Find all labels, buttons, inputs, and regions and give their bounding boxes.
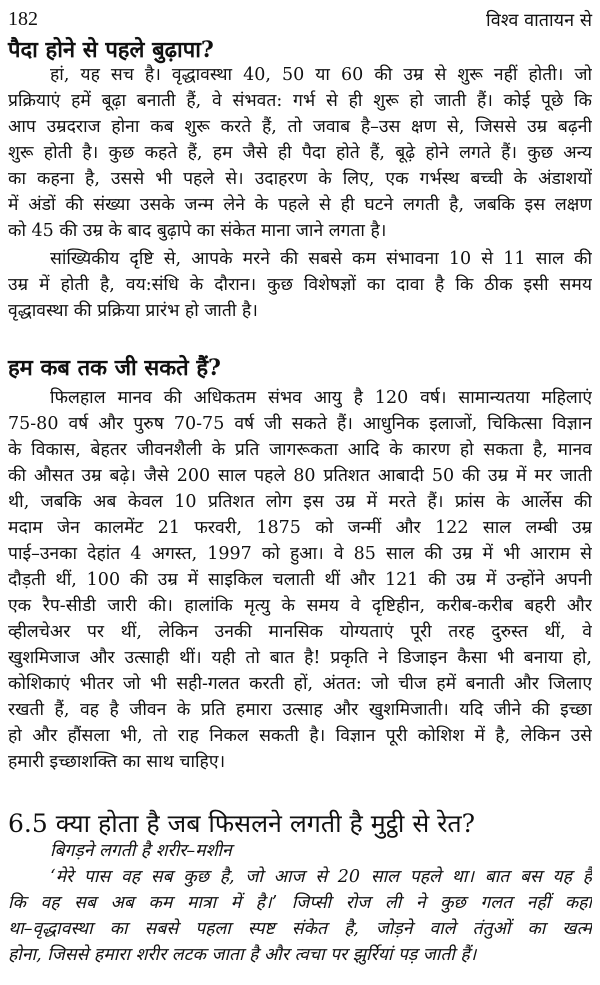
- paragraph: [8, 246, 592, 324]
- text-line: में अंडों की संख्या उसके जन्म लेने के पहले से ही घटने लगती है, जबकि इस लक्षण: [8, 195, 592, 215]
- sub-heading: [8, 838, 592, 864]
- text-line: कोशिकाएं भीतर जो भी सही-गलत करती हों, अंतत: जो चीज हमें बनाती और जिलाए: [8, 674, 592, 694]
- text-line: एक रैप-सीडी जारी की। हालांकि मृत्यु के समय वे दृष्टिहीन, करीब-करीब बहरी और: [8, 596, 592, 616]
- paragraph: [8, 62, 592, 244]
- chapter-section-heading: 6.5 क्या होता है जब फिसलने लगती है मुट्ठी से रेत?: [8, 809, 476, 838]
- text-line: थी, जबकि अब केवल 10 प्रतिशत लोग इस उम्र में मरते हैं। फ्रांस के आर्लेस की: [8, 492, 592, 512]
- text-line: दौड़ती थीं, 100 की उम्र में साइकिल चलाती थीं और 121 की उम्र में उन्होंने अपनी: [8, 570, 592, 590]
- text-line: वृद्धावस्था की प्रक्रिया प्रारंभ हो जाती है।: [8, 301, 258, 321]
- text-line: हो और हौंसला भी, तो राह निकल सकती है। विज्ञान पूरी कोशिश में है, लेकिन उसे: [8, 726, 592, 746]
- text-line: कि वह सब अब कम मात्रा में है।’ जिप्सी रोज ली ने कुछ गलत नहीं कहा: [8, 893, 592, 913]
- text-line: फिलहाल मानव की अधिकतम संभव आयु है 120 वर्ष। सामान्यतया महिलाएं: [50, 388, 592, 408]
- text-line: हां, यह सच है। वृद्धावस्था 40, 50 या 60 की उम्र से शुरू नहीं होती। जो: [50, 65, 592, 85]
- section-heading: हम कब तक जी सकते हैं?: [8, 355, 221, 381]
- running-head: विश्व वातायन से: [486, 10, 592, 31]
- page-header: [0, 8, 600, 34]
- page-number: 182: [8, 8, 38, 30]
- sub-heading-text: बिगड़ने लगती है शरीर–मशीन: [50, 841, 232, 861]
- text-line: आप उम्रदराज होना कब शुरू करते हैं, तो जवाब है–उस क्षण से, जिससे उम्र बढ़नी: [8, 117, 592, 137]
- text-line: व्हीलचेअर पर थीं, लेकिन उनकी मानसिक योग्यताएं पूरी तरह दुरुस्त थीं, वे: [8, 622, 592, 642]
- text-line: मदाम जेन कालमेंट 21 फरवरी, 1875 को जन्मीं और 122 साल लम्बी उम्र: [8, 518, 592, 538]
- text-line: को 45 की उम्र के बाद बुढ़ापे का संकेत माना जाने लगता है।: [8, 221, 387, 241]
- section-heading: पैदा होने से पहले बुढ़ापा?: [8, 37, 214, 63]
- text-line: ‘मेरे पास वह सब कुछ है, जो आज से 20 साल पहले था। बात बस यह है: [50, 867, 592, 887]
- text-line: रखती हैं, वह है जीवन के प्रति हमारा उत्साह और खुशमिजाती। यदि जीने की इच्छा: [8, 700, 592, 720]
- paragraph: [8, 864, 592, 968]
- text-line: शुरू होती है। कुछ कहते हैं, हम जैसे ही पैदा होते हैं, बूढ़े होने लगते हैं। कुछ अन्य: [8, 143, 592, 163]
- text-line: खुशमिजाज और उत्साही थीं। यही तो बात है! प्रकृति ने डिजाइन कैसा भी बनाया हो,: [8, 648, 592, 668]
- text-line: प्रक्रियाएं हमें बूढ़ा बनाती हैं, वे संभवत: गर्भ से ही शुरू हो जाती हैं। कोई पूछे कि: [8, 91, 592, 111]
- text-line: 75-80 वर्ष और पुरुष 70-75 वर्ष जी सकते हैं। आधुनिक इलाजों, चिकित्सा विज्ञान: [8, 414, 592, 434]
- text-line: हमारी इच्छाशक्ति का साथ चाहिए।: [8, 752, 226, 772]
- text-line: की औसत उम्र बढ़े। जैसे 200 साल पहले 80 प्रतिशत आबादी 50 की उम्र में मर जाती: [8, 466, 592, 486]
- text-line: था–वृद्धावस्था का सबसे पहला स्पष्ट संकेत है, जोड़ने वाले तंतुओं का खत्म: [8, 919, 592, 939]
- text-line: उम्र में होती है, वय:संधि के दौरान। कुछ विशेषज्ञों का दावा है कि ठीक इसी समय: [8, 275, 592, 295]
- text-line: होना, जिससे हमारा शरीर लटक जाता है और त्वचा पर झुर्रियां पड़ जाती हैं।: [8, 945, 477, 965]
- text-line: के विकास, बेहतर जीवनशैली के प्रति जागरूकता आदि के कारण हो सकता है, मानव: [8, 440, 592, 460]
- paragraph: [8, 385, 592, 775]
- text-line: का कहना है, उससे भी पहले से। उदाहरण के लिए, एक गर्भस्थ बच्ची के अंडाशयों: [8, 169, 592, 189]
- text-line: सांख्यिकीय दृष्टि से, आपके मरने की सबसे कम संभावना 10 से 11 साल की: [50, 249, 592, 269]
- text-line: पाई–उनका देहांत 4 अगस्त, 1997 को हुआ। वे 85 साल की उम्र में भी आराम से: [8, 544, 592, 564]
